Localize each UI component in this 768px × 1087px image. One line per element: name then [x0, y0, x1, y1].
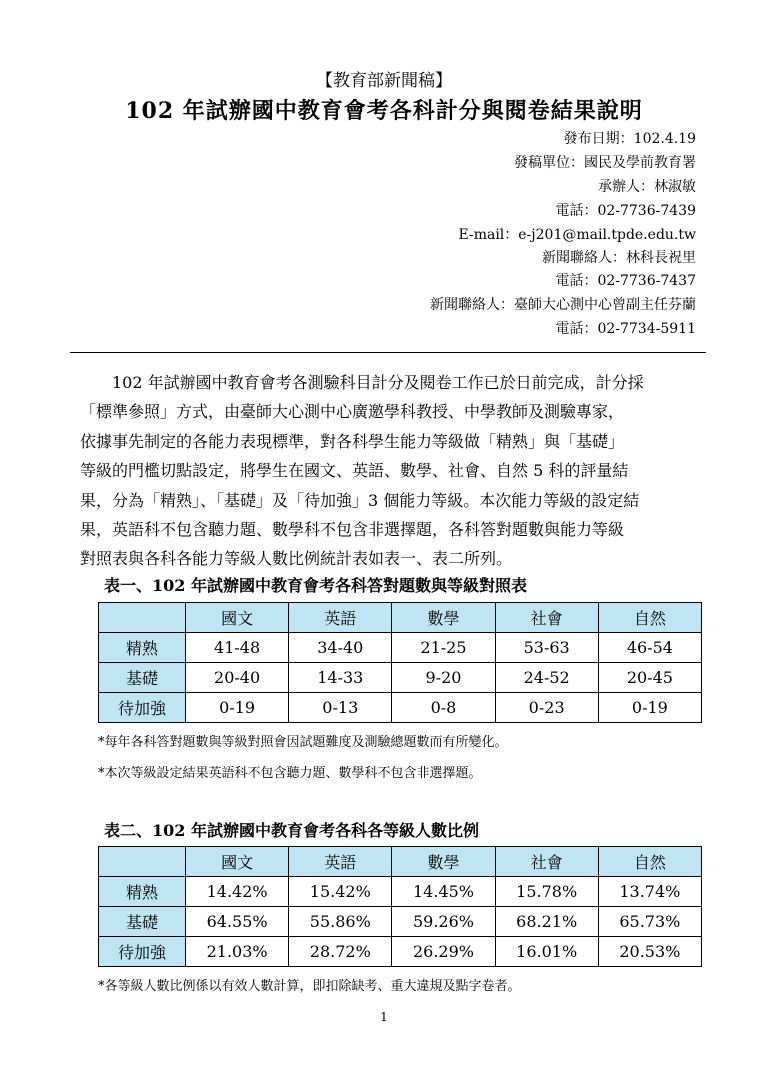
table2-note: *各等級人數比例係以有效人數計算，即扣除缺考、重大違規及點字卷者。: [98, 979, 521, 994]
table-cell: 53-63: [495, 633, 598, 663]
table-cell: 15.42%: [289, 877, 392, 907]
table-cell: 0-19: [186, 693, 289, 723]
press-contact-1-phone: 電話：02-7736-7437: [555, 273, 696, 289]
issuing-unit: 發稿單位：國民及學前教育署: [514, 155, 696, 171]
table-cell: 14.45%: [392, 877, 495, 907]
table-corner-cell: [99, 603, 186, 633]
table2-proportion-table: [98, 846, 702, 967]
row-label: 基礎: [99, 907, 186, 937]
body-line: 果，英語科不包含聽力題、數學科不包含非選擇題，各科答對題數與能力等級: [80, 520, 625, 540]
column-header: 自然: [598, 847, 701, 877]
table-row: [99, 633, 702, 663]
table-cell: 0-8: [392, 693, 495, 723]
table-cell: 20-40: [186, 663, 289, 693]
press-contact-2: 新聞聯絡人：臺師大心測中心曾副主任芬蘭: [430, 297, 696, 313]
table-cell: 15.78%: [495, 877, 598, 907]
table-cell: 20-45: [598, 663, 701, 693]
press-contact-1: 新聞聯絡人：林科長祝里: [542, 250, 696, 266]
page-number: 1: [380, 1010, 388, 1024]
table-cell: 68.21%: [495, 907, 598, 937]
body-line: 102 年試辦國中教育會考各測驗科目計分及閱卷工作已於日前完成，計分採: [112, 373, 644, 392]
column-header: 英語: [289, 603, 392, 633]
release-date: 發布日期：102.4.19: [563, 131, 696, 147]
table-cell: 13.74%: [598, 877, 701, 907]
table-cell: 16.01%: [495, 937, 598, 967]
body-line: 果，分為「精熟」、「基礎」及「待加強」3 個能力等級。本次能力等級的設定結: [80, 490, 640, 510]
row-label: 基礎: [99, 663, 186, 693]
column-header: 社會: [495, 603, 598, 633]
table-cell: 0-19: [598, 693, 701, 723]
table-cell: 65.73%: [598, 907, 701, 937]
body-line: 等級的門檻切點設定，將學生在國文、英語、數學、社會、自然 5 科的評量結: [80, 461, 629, 481]
table-header-row: [99, 847, 702, 877]
column-header: 自然: [598, 603, 701, 633]
table1-threshold-table: [98, 602, 702, 723]
table-cell: 14-33: [289, 663, 392, 693]
table-cell: 34-40: [289, 633, 392, 663]
table-row: [99, 907, 702, 937]
table-cell: 21-25: [392, 633, 495, 663]
page-title: 102 年試辦國中教育會考各科計分與閱卷結果說明: [125, 98, 643, 124]
table-row: [99, 937, 702, 967]
table-corner-cell: [99, 847, 186, 877]
table-header-row: [99, 603, 702, 633]
table-cell: 46-54: [598, 633, 701, 663]
column-header: 社會: [495, 847, 598, 877]
table-row: [99, 693, 702, 723]
column-header: 數學: [392, 847, 495, 877]
row-label: 待加強: [99, 693, 186, 723]
row-label: 精熟: [99, 877, 186, 907]
table-cell: 26.29%: [392, 937, 495, 967]
table-cell: 59.26%: [392, 907, 495, 937]
table2-caption: 表二、102 年試辦國中教育會考各科各等級人數比例: [104, 821, 479, 840]
row-label: 精熟: [99, 633, 186, 663]
table-cell: 0-23: [495, 693, 598, 723]
table-cell: 64.55%: [186, 907, 289, 937]
table-cell: 9-20: [392, 663, 495, 693]
table-cell: 21.03%: [186, 937, 289, 967]
table-cell: 20.53%: [598, 937, 701, 967]
table-cell: 41-48: [186, 633, 289, 663]
body-line: 依據事先制定的各能力表現標準，對各科學生能力等級做「精熟」與「基礎」: [80, 431, 625, 451]
contact-person: 承辦人：林淑敏: [598, 179, 696, 195]
table-row: [99, 663, 702, 693]
table-cell: 14.42%: [186, 877, 289, 907]
body-line: 「標準參照」方式，由臺師大心測中心廣邀學科教授、中學教師及測驗專家，: [80, 402, 625, 422]
press-contact-2-phone: 電話：02-7734-5911: [555, 321, 696, 337]
body-line: 對照表與各科各能力等級人數比例統計表如表一、表二所列。: [80, 549, 513, 569]
contact-phone: 電話：02-7736-7439: [555, 203, 696, 219]
table-cell: 28.72%: [289, 937, 392, 967]
column-header: 國文: [186, 603, 289, 633]
table-row: [99, 877, 702, 907]
contact-email: E-mail：e-j201@mail.tpde.edu.tw: [458, 227, 696, 243]
table1-note: *本次等級設定結果英語科不包含聽力題、數學科不包含非選擇題。: [98, 766, 482, 781]
table-cell: 55.86%: [289, 907, 392, 937]
table-cell: 24-52: [495, 663, 598, 693]
row-label: 待加強: [99, 937, 186, 967]
press-release-label: 【教育部新聞稿】: [316, 71, 452, 91]
header-divider: [70, 352, 706, 353]
column-header: 英語: [289, 847, 392, 877]
column-header: 國文: [186, 847, 289, 877]
table1-caption: 表一、102 年試辦國中教育會考各科答對題數與等級對照表: [104, 576, 527, 595]
column-header: 數學: [392, 603, 495, 633]
table-cell: 0-13: [289, 693, 392, 723]
table1-note: *每年各科答對題數與等級對照會因試題難度及測驗總題數而有所變化。: [98, 735, 508, 750]
body-paragraph: [80, 368, 706, 574]
